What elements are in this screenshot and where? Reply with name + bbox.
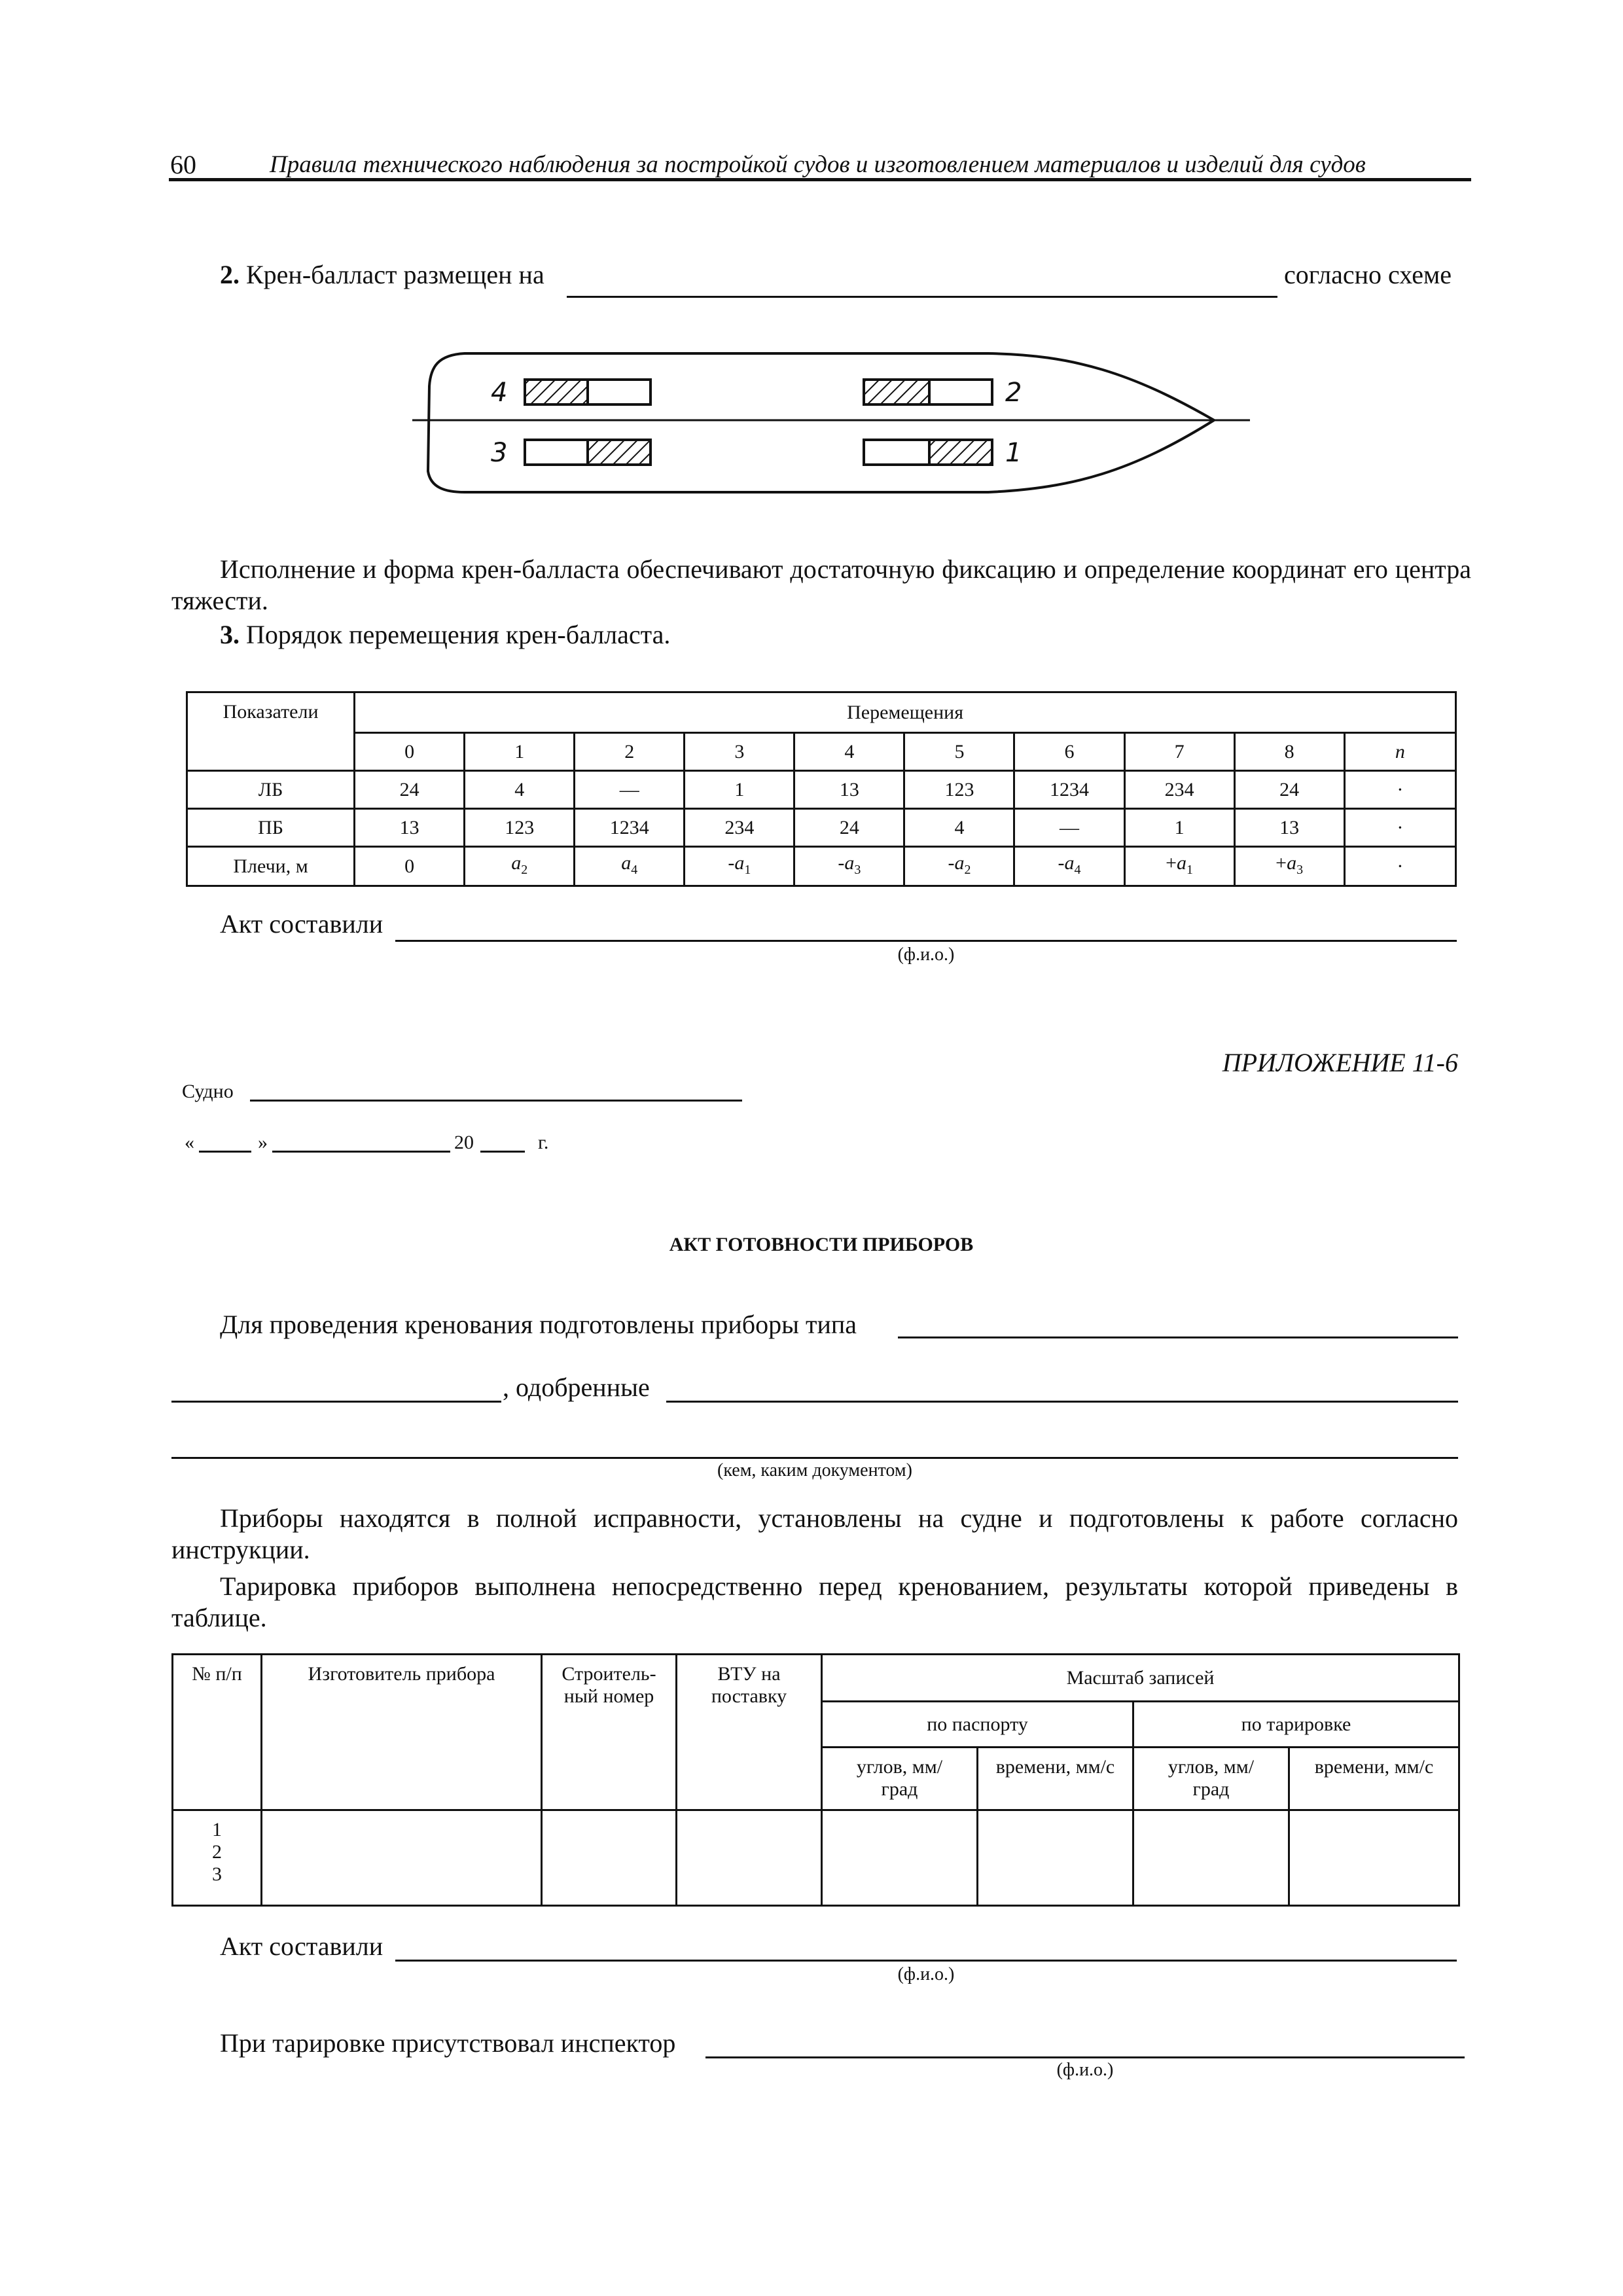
- arm-cell: [575, 847, 685, 886]
- arm-sign: -: [838, 852, 845, 874]
- table-cell: 234: [685, 809, 794, 847]
- arm-symbol: a: [844, 852, 855, 874]
- fixation-paragraph: Исполнение и форма крен-балласта обеспечивают достаточную фиксацию и определение координат его центра тяжести.: [171, 554, 1471, 615]
- arm-symbol: a: [1177, 852, 1187, 874]
- table-cell-serial: [542, 1810, 677, 1906]
- row-numbers-cell: [173, 1810, 262, 1906]
- table-row-arms: [187, 847, 1456, 886]
- ballast-label-2: 2: [1005, 378, 1022, 408]
- table-cell: 234: [1124, 771, 1234, 809]
- arm-symbol: a: [1287, 852, 1297, 874]
- ballast-label-4: 4: [491, 378, 508, 408]
- table-cell-maker: [262, 1810, 542, 1906]
- arm-sign: -: [728, 852, 735, 874]
- ballast-3: [525, 440, 651, 465]
- arm-value: 0: [404, 855, 415, 877]
- arm-symbol: a: [511, 852, 522, 874]
- table-cell: —: [575, 771, 685, 809]
- ship-name-line: [250, 1100, 742, 1102]
- header-scale: Масштаб записей: [822, 1655, 1459, 1702]
- move-number: 2: [575, 733, 685, 771]
- table-row: [173, 1810, 1459, 1906]
- instruments-authority-line: [171, 1457, 1458, 1459]
- table-cell: 24: [794, 809, 904, 847]
- date-year-prefix: 20: [454, 1132, 474, 1153]
- arm-cell: [1234, 847, 1344, 886]
- page-number: 60: [170, 150, 196, 179]
- arm-subscript: 3: [854, 862, 861, 877]
- row-number: 2: [212, 1841, 222, 1863]
- arm-cell: [1124, 847, 1234, 886]
- header-vtu: ВТУ на поставку: [677, 1655, 822, 1810]
- table-cell: 1234: [1014, 771, 1124, 809]
- header-time-passport: времени, мм/с: [978, 1748, 1133, 1810]
- act2-label: Акт составили: [220, 1931, 383, 1961]
- section2-trail: согласно схеме: [1284, 260, 1452, 289]
- header-serial: Строитель-ный номер: [542, 1655, 677, 1810]
- ballast-2: [864, 380, 992, 404]
- section2-lead: [220, 259, 544, 291]
- date-month-line: [272, 1151, 450, 1153]
- arm-symbol: a: [621, 852, 632, 874]
- arm-cell: [465, 847, 575, 886]
- ballast-label-3: 3: [491, 438, 508, 468]
- instruments-type-line-2: [171, 1401, 501, 1403]
- table-row-pb: [187, 809, 1456, 847]
- table-cell-angles-tariff: [1133, 1810, 1289, 1906]
- ballast-4: [525, 380, 651, 404]
- table-cell: 13: [1234, 809, 1344, 847]
- header-maker: Изготовитель прибора: [262, 1655, 542, 1810]
- move-number: 3: [685, 733, 794, 771]
- header-rule: [169, 178, 1471, 181]
- arm-cell: [904, 847, 1014, 886]
- arm-value: ·: [1397, 855, 1404, 877]
- arm-symbol: a: [734, 852, 745, 874]
- act2-signature-line: [395, 1960, 1457, 1962]
- table-cell-time-tariff: [1289, 1810, 1459, 1906]
- row-label: Плечи, м: [187, 847, 355, 886]
- header-tariff: по тарировке: [1133, 1702, 1459, 1748]
- table-cell: 24: [1234, 771, 1344, 809]
- instruments-approved: , одобренные: [503, 1372, 650, 1402]
- inspector-label: При тарировке присутствовал инспектор: [220, 2028, 676, 2058]
- header-passport: по паспорту: [822, 1702, 1133, 1748]
- inspector-caption: (ф.и.о.): [1056, 2060, 1114, 2080]
- date-close-quote: »: [258, 1132, 268, 1153]
- header-angles-tariff: углов, мм/град: [1133, 1748, 1289, 1810]
- hull-outline: [428, 353, 1214, 492]
- table-cell: 1234: [575, 809, 685, 847]
- arm-cell: [794, 847, 904, 886]
- row-label: ЛБ: [187, 771, 355, 809]
- appendix-title: ПРИЛОЖЕНИЕ 11-6: [1222, 1048, 1458, 1077]
- date-open-quote: «: [185, 1132, 194, 1153]
- table-cell-vtu: [677, 1810, 822, 1906]
- move-number: 5: [904, 733, 1014, 771]
- ballast-1: [864, 440, 992, 465]
- table-cell-time-passport: [978, 1810, 1133, 1906]
- date-year-suffix: г.: [538, 1132, 549, 1153]
- instruments-type-line: [898, 1336, 1458, 1338]
- move-number: n: [1344, 733, 1455, 771]
- arm-cell: [355, 847, 465, 886]
- table-cell: 4: [465, 771, 575, 809]
- header-moves: Перемещения: [355, 692, 1456, 733]
- date-day-line: [199, 1151, 251, 1153]
- instruments-approved-line: [666, 1401, 1458, 1403]
- section2-fill-line: [567, 296, 1277, 298]
- row-number: 3: [212, 1863, 222, 1885]
- header-time-tariff: времени, мм/с: [1289, 1748, 1459, 1810]
- table-cell-angles-passport: [822, 1810, 978, 1906]
- arm-symbol: a: [1064, 852, 1075, 874]
- section2-text: Крен-балласт размещен на: [246, 260, 544, 289]
- arm-subscript: 4: [1074, 862, 1081, 877]
- arm-subscript: 1: [744, 862, 751, 877]
- move-number: 1: [465, 733, 575, 771]
- act1-label: Акт составили: [220, 909, 383, 939]
- arm-subscript: 2: [964, 862, 971, 877]
- table-cell: 123: [465, 809, 575, 847]
- move-number: 6: [1014, 733, 1124, 771]
- table-cell: 1: [685, 771, 794, 809]
- move-number: 8: [1234, 733, 1344, 771]
- date-year-line: [480, 1151, 525, 1153]
- act1-signature-line: [395, 940, 1457, 942]
- arm-cell: [1014, 847, 1124, 886]
- arm-subscript: 3: [1296, 862, 1304, 877]
- section2-number: 2.: [220, 260, 240, 289]
- arm-subscript: 2: [521, 862, 528, 877]
- instruments-line1: Для проведения кренования подготовлены приборы типа: [220, 1310, 857, 1339]
- act-title: АКТ ГОТОВНОСТИ ПРИБОРОВ: [669, 1234, 974, 1255]
- ballast-moves-table: [186, 691, 1457, 887]
- instruments-caption: (кем, каким документом): [717, 1460, 912, 1480]
- table-cell: ·: [1344, 771, 1455, 809]
- row-number: 1: [212, 1819, 222, 1840]
- table-cell: 13: [355, 809, 465, 847]
- header-indicators: Показатели: [187, 692, 355, 771]
- arm-cell: [685, 847, 794, 886]
- ballast-label-1: 1: [1005, 438, 1022, 468]
- act1-caption: (ф.и.о.): [897, 944, 955, 965]
- section3-number: 3.: [220, 620, 240, 649]
- calibration-paragraph: Тарировка приборов выполнена непосредственно перед кренованием, результаты которой приведены в таблице.: [171, 1571, 1458, 1632]
- row-label: ПБ: [187, 809, 355, 847]
- table-cell: 24: [355, 771, 465, 809]
- arm-cell: [1344, 847, 1455, 886]
- arm-sign: -: [1058, 852, 1065, 874]
- ready-paragraph: Приборы находятся в полной исправности, установлены на судне и подготовлены к работе согласно инструкции.: [171, 1503, 1458, 1564]
- section3-heading: [220, 619, 670, 651]
- arm-sign: -: [948, 852, 955, 874]
- inspector-signature-line: [705, 2056, 1465, 2058]
- table-cell: ·: [1344, 809, 1455, 847]
- table-cell: 123: [904, 771, 1014, 809]
- table-cell: 4: [904, 809, 1014, 847]
- ballast-scheme-diagram: [412, 340, 1250, 504]
- move-number: 0: [355, 733, 465, 771]
- table-cell: —: [1014, 809, 1124, 847]
- move-number: 4: [794, 733, 904, 771]
- move-number: 7: [1124, 733, 1234, 771]
- arm-symbol: a: [954, 852, 965, 874]
- table-cell: 1: [1124, 809, 1234, 847]
- table-row-lb: [187, 771, 1456, 809]
- arm-subscript: 1: [1186, 862, 1194, 877]
- calibration-table: [171, 1653, 1460, 1907]
- header-number: № п/п: [173, 1655, 262, 1810]
- header-angles-passport: углов, мм/град: [822, 1748, 978, 1810]
- running-title: Правила технического наблюдения за постройкой судов и изготовлением материалов и изделий для судов: [270, 151, 1366, 178]
- arm-sign: +: [1166, 852, 1177, 874]
- arm-subscript: 4: [631, 862, 638, 877]
- ship-label: Судно: [182, 1081, 234, 1102]
- section3-title: Порядок перемещения крен-балласта.: [246, 620, 671, 649]
- move-numbers-row: [187, 733, 1456, 771]
- arm-sign: +: [1275, 852, 1287, 874]
- table-cell: 13: [794, 771, 904, 809]
- act2-caption: (ф.и.о.): [897, 1964, 955, 1984]
